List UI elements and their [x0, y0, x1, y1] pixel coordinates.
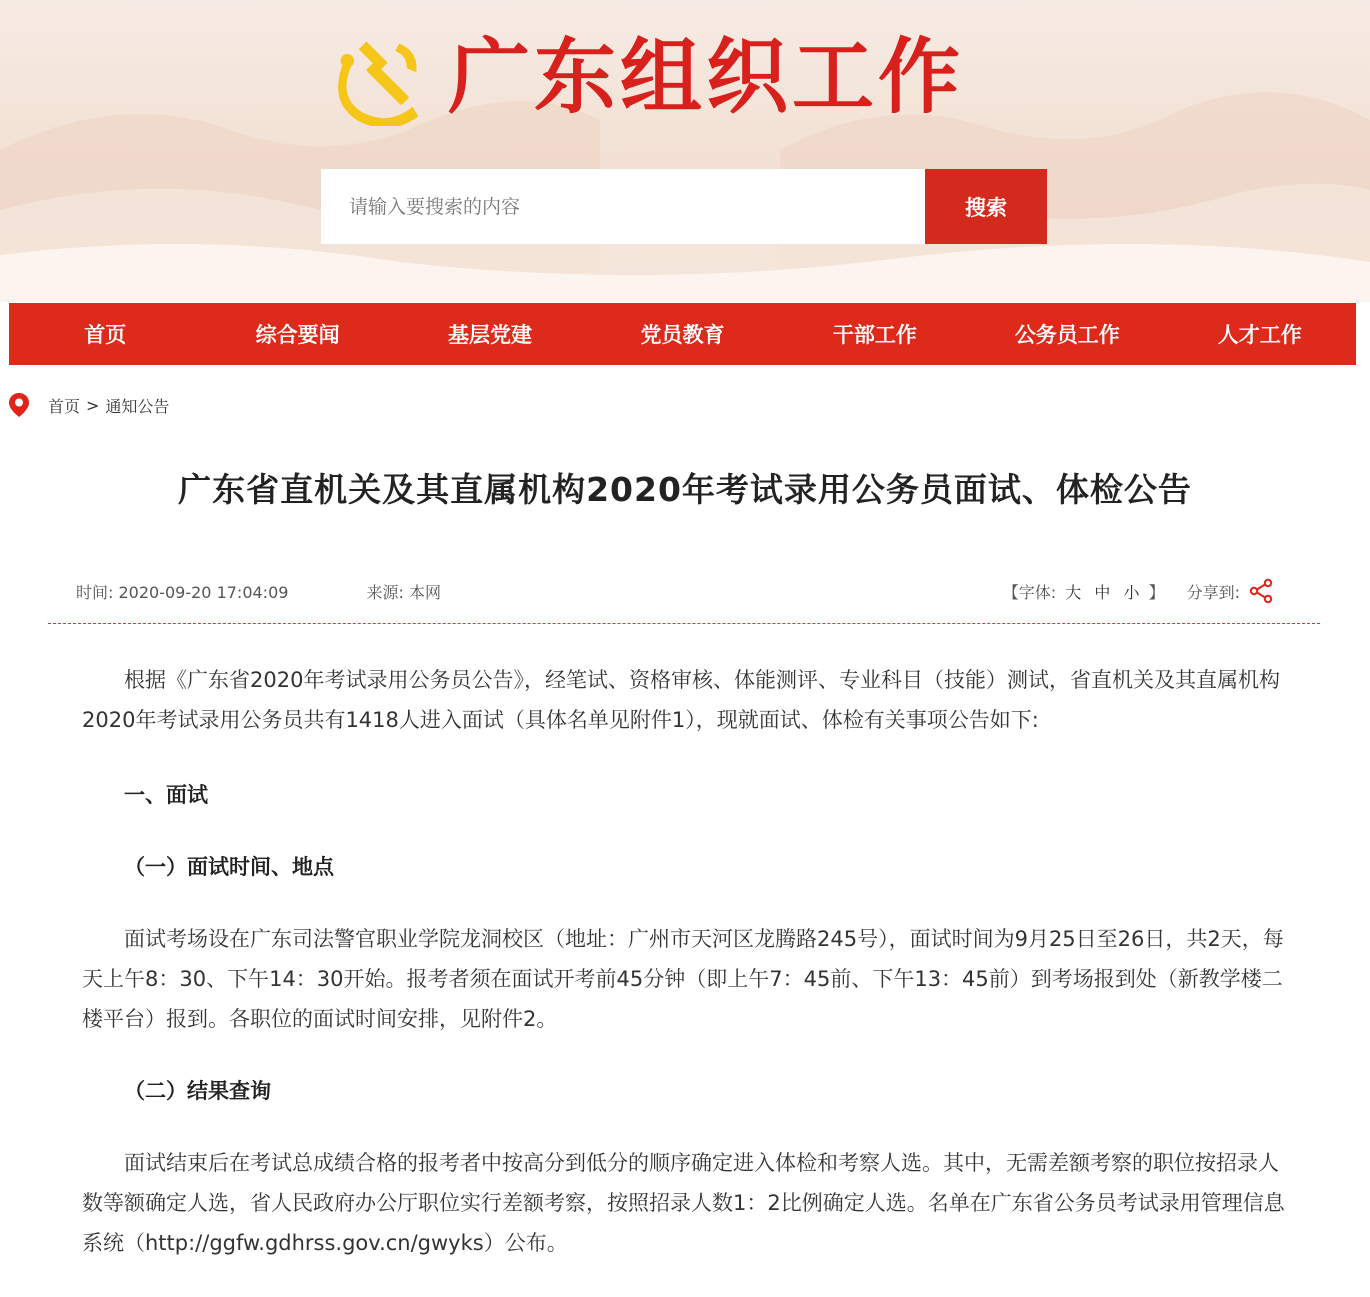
nav-item-member-education[interactable]: 党员教育 — [640, 323, 725, 347]
party-emblem-icon — [330, 30, 426, 126]
source-label: 来源: — [366, 582, 404, 602]
search-button[interactable]: 搜索 — [925, 169, 1047, 244]
font-size-label: 【字体: — [1002, 582, 1057, 602]
font-size-bracket-close: 】 — [1148, 582, 1165, 602]
paragraph-interview-place: 面试考场设在广东司法警官职业学院龙洞校区（地址：广州市天河区龙腾路245号），面试时间为9月25日至26日，共2天，每天上午8：30、下午14：30开始。报考者须在面试开考前45分钟（即上午7：45前、下午13：45前）到考场报到处（新教学楼二楼平台）报到。各职位的面试时间安排，见附件2。 — [82, 927, 1284, 1031]
share-label: 分享到: — [1186, 582, 1240, 602]
font-size-medium[interactable]: 中 — [1094, 582, 1111, 602]
meta-divider — [48, 623, 1320, 624]
nav-item-party-building[interactable]: 基层党建 — [448, 323, 533, 347]
site-title: 广东组织工作 — [448, 30, 965, 125]
location-pin-icon — [8, 392, 30, 418]
nav-item-home[interactable]: 首页 — [84, 323, 127, 347]
article-source — [366, 580, 441, 603]
article-meta — [48, 578, 1320, 604]
share-icon[interactable] — [1248, 578, 1274, 604]
paragraph-result-query: 面试结束后在考试总成绩合格的报考者中按高分到低分的顺序确定进入体检和考察人选。其中，无需差额考察的职位按招录人数等额确定人选，省人民政府办公厅职位实行差额考察，按照招录人数1：2比例确定人选。名单在广东省公务员考试录用管理信息系统（http://ggfw.gdhrss.gov.cn/gwyks）公布。 — [82, 1151, 1285, 1255]
search-bar — [321, 169, 1047, 244]
font-size-control — [1003, 580, 1165, 603]
site-header — [0, 0, 1370, 302]
publish-time-value: 2020-09-20 17:04:09 — [118, 582, 289, 602]
breadcrumb-home-link[interactable]: 首页 — [48, 396, 81, 416]
font-size-small[interactable]: 小 — [1123, 582, 1140, 602]
nav-item-cadre-work[interactable]: 干部工作 — [832, 323, 917, 347]
nav-item-talent[interactable]: 人才工作 — [1217, 323, 1302, 347]
section-heading-interview: 一、面试 — [124, 783, 208, 807]
publish-time — [76, 580, 288, 603]
main-nav — [9, 303, 1356, 365]
search-input[interactable] — [321, 169, 925, 244]
subsection-heading-time-place: （一）面试时间、地点 — [124, 855, 334, 879]
article-title: 广东省直机关及其直属机构2020年考试录用公务员面试、体检公告 — [178, 470, 1192, 509]
subsection-heading-result-query: （二）结果查询 — [124, 1079, 271, 1103]
source-value: 本网 — [408, 582, 441, 602]
breadcrumb — [8, 392, 169, 418]
publish-time-label: 时间: — [76, 582, 114, 602]
article-body — [82, 660, 1292, 1263]
nav-item-civil-servant[interactable]: 公务员工作 — [1014, 323, 1120, 347]
article-tools — [1003, 578, 1274, 604]
font-size-large[interactable]: 大 — [1065, 582, 1082, 602]
nav-item-news[interactable]: 综合要闻 — [255, 323, 340, 347]
paragraph-intro: 根据《广东省2020年考试录用公务员公告》，经笔试、资格审核、体能测评、专业科目（技能）测试，省直机关及其直属机构2020年考试录用公务员共有1418人进入面试（具体名单见附件1），现就面试、体检有关事项公告如下: — [82, 668, 1280, 732]
breadcrumb-current-link[interactable]: 通知公告 — [105, 396, 170, 416]
site-logo[interactable] — [330, 28, 964, 128]
breadcrumb-separator: > — [86, 395, 100, 415]
